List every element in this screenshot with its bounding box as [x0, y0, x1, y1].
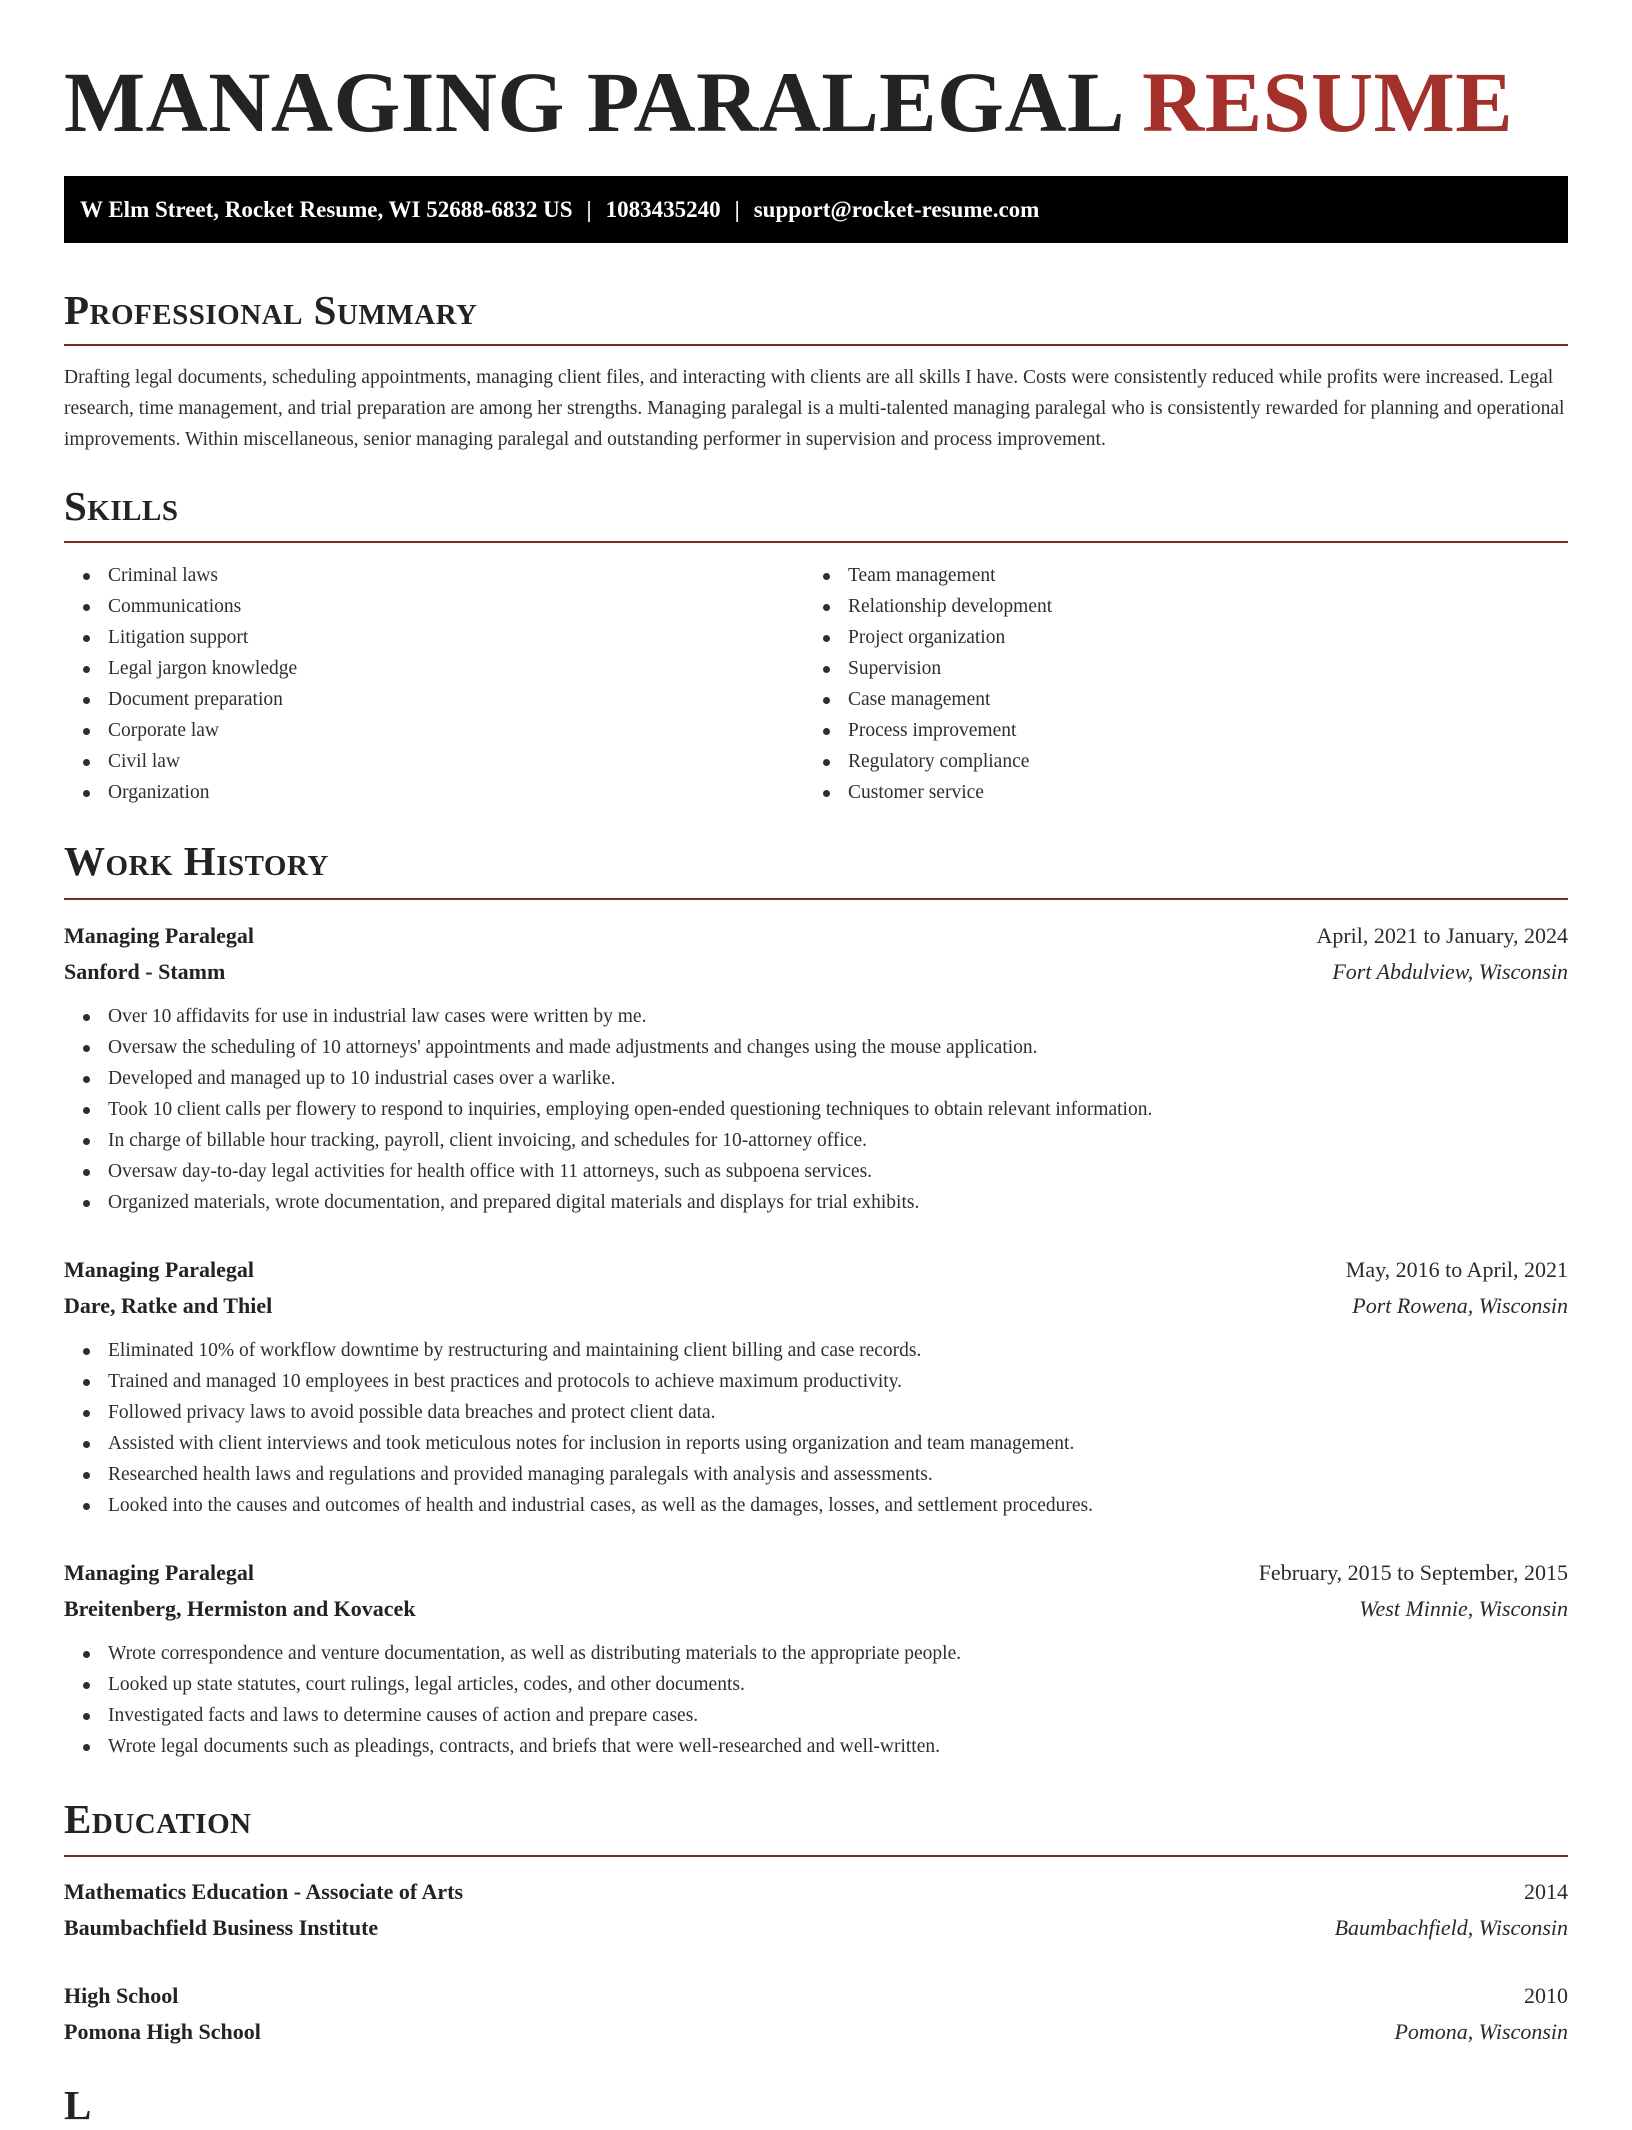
job-company-row — [64, 1288, 1568, 1324]
job-title-row — [64, 918, 1568, 954]
job-company: Sanford - Stamm — [64, 959, 226, 984]
job-location: West Minnie, Wisconsin — [1359, 1596, 1568, 1621]
education-degree: High School — [64, 1983, 179, 2008]
skill-item: Relationship development — [804, 591, 1544, 622]
job-bullet: Researched health laws and regulations and provided managing paralegals with analysis and assessments. — [64, 1459, 1568, 1490]
contact-address: W Elm Street, Rocket Resume, WI 52688-6832 US — [80, 197, 573, 222]
skill-item: Organization — [64, 777, 804, 808]
job-bullets — [64, 1001, 1568, 1218]
title-main: MANAGING PARALEGAL — [64, 54, 1121, 150]
job-bullet: Oversaw day-to-day legal activities for health office with 11 attorneys, such as subpoena services. — [64, 1156, 1568, 1187]
skill-item: Project organization — [804, 622, 1544, 653]
skill-item: Legal jargon knowledge — [64, 653, 804, 684]
resume-content — [64, 0, 1568, 2130]
next-section-cutoff — [64, 2080, 1568, 2130]
skill-item: Regulatory compliance — [804, 746, 1544, 777]
job-bullet: Took 10 client calls per flowery to respond to inquiries, employing open-ended questioning techniques to obtain relevant information. — [64, 1094, 1568, 1125]
skill-item: Supervision — [804, 653, 1544, 684]
education-school: Baumbachfield Business Institute — [64, 1915, 379, 1940]
education-degree-row — [64, 1874, 1568, 1910]
education-year: 2014 — [1524, 1879, 1568, 1904]
education-school-row — [64, 2014, 1568, 2050]
job-bullet: Looked up state statutes, court rulings, legal articles, codes, and other documents. — [64, 1669, 1568, 1700]
section-divider — [64, 541, 1568, 543]
resume-title — [64, 52, 1568, 160]
job-company-row — [64, 1591, 1568, 1627]
next-section-heading: L — [64, 2082, 92, 2128]
job-company: Breitenberg, Hermiston and Kovacek — [64, 1596, 416, 1621]
job-entry — [64, 1555, 1568, 1762]
job-location: Port Rowena, Wisconsin — [1352, 1293, 1568, 1318]
job-bullet: In charge of billable hour tracking, payroll, client invoicing, and schedules for 10-attorney office. — [64, 1125, 1568, 1156]
summary-heading: Professional Summary — [64, 287, 478, 333]
job-bullet: Over 10 affidavits for use in industrial law cases were written by me. — [64, 1001, 1568, 1032]
job-title-row — [64, 1555, 1568, 1591]
job-title: Managing Paralegal — [64, 1560, 255, 1585]
job-dates: April, 2021 to January, 2024 — [1316, 923, 1568, 948]
summary-text: Drafting legal documents, scheduling appointments, managing client files, and interacting with clients are all skills I have. Costs were consistently reduced while profits were increased. Legal research, time management, and trial preparation are among her strengths. Managing paralegal is a multi-talented managing paralegal who is consistently rewarded for planning and operational improvements. Within miscellaneous, senior managing paralegal and outstanding performer in supervision and process improvement. — [64, 367, 1565, 450]
job-bullet: Looked into the causes and outcomes of health and industrial cases, as well as the damages, losses, and settlement procedures. — [64, 1490, 1568, 1521]
job-bullet: Followed privacy laws to avoid possible data breaches and protect client data. — [64, 1397, 1568, 1428]
section-divider — [64, 1855, 1568, 1857]
contact-separator: | — [734, 197, 740, 222]
skills-grid — [64, 560, 1568, 808]
section-divider — [64, 344, 1568, 346]
job-dates: May, 2016 to April, 2021 — [1345, 1257, 1568, 1282]
education-degree-row — [64, 1978, 1568, 2014]
job-entry — [64, 918, 1568, 1218]
skill-item: Corporate law — [64, 715, 804, 746]
education-school-row — [64, 1910, 1568, 1946]
job-company: Dare, Ratke and Thiel — [64, 1293, 273, 1318]
education-section — [64, 1794, 1568, 2050]
summary-section — [64, 285, 1568, 455]
skill-item: Civil law — [64, 746, 804, 777]
skills-section — [64, 481, 1568, 808]
section-divider — [64, 898, 1568, 900]
skill-item: Document preparation — [64, 684, 804, 715]
contact-separator: | — [586, 197, 592, 222]
job-company-row — [64, 954, 1568, 990]
skill-item: Case management — [804, 684, 1544, 715]
education-location: Pomona, Wisconsin — [1394, 2019, 1568, 2044]
skill-item: Process improvement — [804, 715, 1544, 746]
job-bullet: Organized materials, wrote documentation, and prepared digital materials and displays for trial exhibits. — [64, 1187, 1568, 1218]
work-history-heading: Work History — [64, 838, 329, 884]
education-school: Pomona High School — [64, 2019, 261, 2044]
job-title: Managing Paralegal — [64, 1257, 255, 1282]
job-entry — [64, 1252, 1568, 1521]
job-bullet: Assisted with client interviews and took meticulous notes for inclusion in reports using organization and team management. — [64, 1428, 1568, 1459]
skills-list-right — [804, 560, 1544, 808]
skill-item: Litigation support — [64, 622, 804, 653]
skill-item: Communications — [64, 591, 804, 622]
job-bullet: Oversaw the scheduling of 10 attorneys' appointments and made adjustments and changes using the mouse application. — [64, 1032, 1568, 1063]
job-bullets — [64, 1638, 1568, 1762]
job-bullets — [64, 1335, 1568, 1521]
work-history-section — [64, 836, 1568, 1762]
skills-column-right — [804, 560, 1544, 808]
job-location: Fort Abdulview, Wisconsin — [1332, 959, 1568, 984]
education-degree: Mathematics Education - Associate of Arts — [64, 1879, 464, 1904]
skill-item: Team management — [804, 560, 1544, 591]
skill-item: Criminal laws — [64, 560, 804, 591]
job-bullet: Wrote legal documents such as pleadings, contracts, and briefs that were well-researched and well-written. — [64, 1731, 1568, 1762]
job-bullet: Wrote correspondence and venture documentation, as well as distributing materials to the appropriate people. — [64, 1638, 1568, 1669]
skill-item: Customer service — [804, 777, 1544, 808]
education-location: Baumbachfield, Wisconsin — [1334, 1915, 1568, 1940]
job-bullet: Eliminated 10% of workflow downtime by restructuring and maintaining client billing and case records. — [64, 1335, 1568, 1366]
skills-list-left — [64, 560, 804, 808]
contact-bar — [64, 176, 1568, 243]
title-accent: RESUME — [1142, 54, 1514, 150]
contact-phone[interactable]: 1083435240 — [605, 197, 721, 222]
education-entry — [64, 1874, 1568, 1946]
job-dates: February, 2015 to September, 2015 — [1258, 1560, 1568, 1585]
education-entry — [64, 1978, 1568, 2050]
job-bullet: Trained and managed 10 employees in best practices and protocols to achieve maximum productivity. — [64, 1366, 1568, 1397]
education-year: 2010 — [1524, 1983, 1568, 2008]
contact-email[interactable]: support@rocket-resume.com — [753, 197, 1040, 222]
education-heading: Education — [64, 1796, 252, 1842]
job-title-row — [64, 1252, 1568, 1288]
skills-column-left — [64, 560, 804, 808]
skills-heading: Skills — [64, 483, 179, 529]
job-bullet: Developed and managed up to 10 industrial cases over a warlike. — [64, 1063, 1568, 1094]
job-title: Managing Paralegal — [64, 923, 255, 948]
job-bullet: Investigated facts and laws to determine causes of action and prepare cases. — [64, 1700, 1568, 1731]
